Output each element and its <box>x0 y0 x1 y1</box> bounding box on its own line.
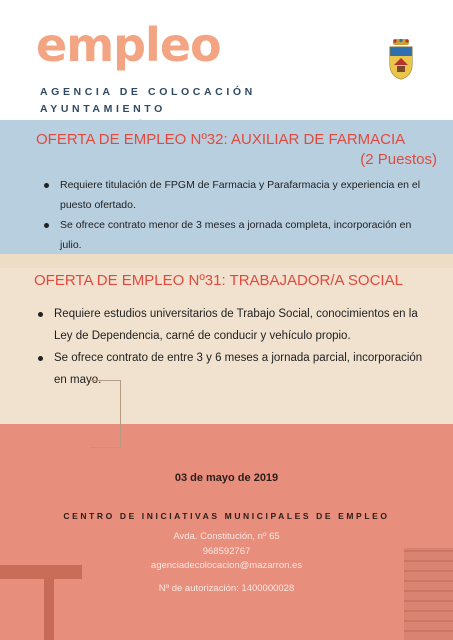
center-name: CENTRO DE INICIATIVAS MUNICIPALES DE EMPLEO <box>63 511 390 521</box>
publication-date: 03 de mayo de 2019 <box>174 472 279 484</box>
address: Avda. Constitución, nº 65 <box>173 531 280 542</box>
brand-title: empleo <box>36 18 221 72</box>
offer-32-requirements <box>44 175 424 255</box>
band-separator <box>0 254 453 268</box>
wall-window-decoration <box>90 380 121 448</box>
offer-31-title: OFERTA DE EMPLEO Nº31: TRABAJADOR/A SOCIAL <box>34 272 403 289</box>
email-link[interactable]: agenciadecolocacion@mazarron.es <box>150 560 303 571</box>
authorization-number: Nº de autorización: 1400000028 <box>158 583 295 594</box>
header <box>0 0 453 120</box>
list-item: Requiere estudios universitarios de Trabajo Social, conocimientos en la Ley de Dependencia, carné de conducir y vehículo propio. <box>38 303 434 347</box>
list-item: Se ofrece contrato menor de 3 meses a jornada completa, incorporación en julio. <box>44 215 424 255</box>
contact-block <box>0 530 453 574</box>
offer-32-positions: (2 Puestos) <box>360 151 437 168</box>
list-item: Se ofrece contrato de entre 3 y 6 meses a jornada parcial, incorporación en mayo. <box>38 347 434 391</box>
offer-31-requirements <box>38 303 434 391</box>
list-item: Requiere titulación de FPGM de Farmacia y Parafarmacia y experiencia en el puesto ofertado. <box>44 175 424 215</box>
offer-32-title: OFERTA DE EMPLEO Nº32: AUXILIAR DE FARMACIA <box>36 131 406 148</box>
agency-line-1: AGENCIA DE COLOCACIÓN AYUNTAMIENTO <box>40 86 256 115</box>
phone: 968592767 <box>202 545 251 557</box>
coat-of-arms-icon <box>386 38 416 80</box>
